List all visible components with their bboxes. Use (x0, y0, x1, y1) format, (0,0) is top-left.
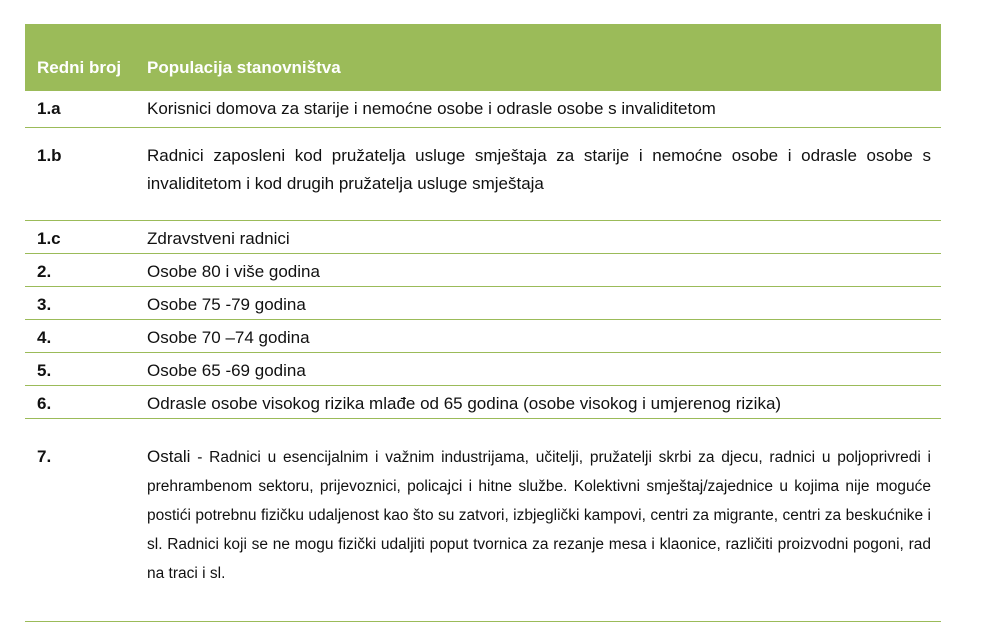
row-text: Odrasle osobe visokog rizika mlađe od 65 godina (osobe visokog i umjerenog rizika) (137, 386, 941, 419)
table-row (25, 287, 941, 320)
table-row (25, 386, 941, 419)
row-text-others (137, 419, 941, 622)
row-text: Korisnici domova za starije i nemoćne osobe i odrasle osobe s invaliditetom (137, 91, 941, 128)
header-ordinal-number: Redni broj (25, 24, 137, 91)
row-text: Zdravstveni radnici (137, 221, 941, 254)
row-number: 3. (25, 287, 137, 320)
row-number: 2. (25, 254, 137, 287)
table-row (25, 320, 941, 353)
table-row (25, 254, 941, 287)
priority-table-container (25, 24, 941, 622)
row-number: 5. (25, 353, 137, 386)
header-population: Populacija stanovništva (137, 24, 941, 91)
table-row (25, 353, 941, 386)
table-row (25, 91, 941, 128)
row-number: 4. (25, 320, 137, 353)
row-text: Radnici zaposleni kod pružatelja usluge smještaja za starije i nemoćne osobe i odrasle osobe s invaliditetom i kod drugih pružatelja usluge smještaja (137, 128, 941, 221)
row-number: 1.a (25, 91, 137, 128)
table-header-row (25, 24, 941, 91)
table-row (25, 419, 941, 622)
row-text: Osobe 80 i više godina (137, 254, 941, 287)
table-row (25, 221, 941, 254)
row-text: Osobe 65 -69 godina (137, 353, 941, 386)
table-row (25, 128, 941, 221)
row-number: 7. (25, 419, 137, 622)
row-number: 1.b (25, 128, 137, 221)
others-description: - Radnici u esencijalnim i važnim industrijama, učitelji, pružatelji skrbi za djecu, radnici u poljoprivredi i prehrambenom sektoru, prijevoznici, policajci i hitne službe. Kolektivni smještaj/zajednice u kojima nije moguće postići potrebnu fizičku udaljenost kao što su zatvori, izbjeglički kampovi, centri za migrante, centri za beskućnike i sl. Radnici koji se ne mogu fizički udaljiti poput tvornica za rezanje mesa i klaonice, različiti proizvodni pogoni, rad na traci i sl. (147, 449, 931, 582)
row-number: 1.c (25, 221, 137, 254)
row-text: Osobe 70 –74 godina (137, 320, 941, 353)
row-text: Osobe 75 -79 godina (137, 287, 941, 320)
others-lead: Ostali (147, 447, 191, 466)
row-number: 6. (25, 386, 137, 419)
vaccination-priority-table (25, 24, 941, 622)
